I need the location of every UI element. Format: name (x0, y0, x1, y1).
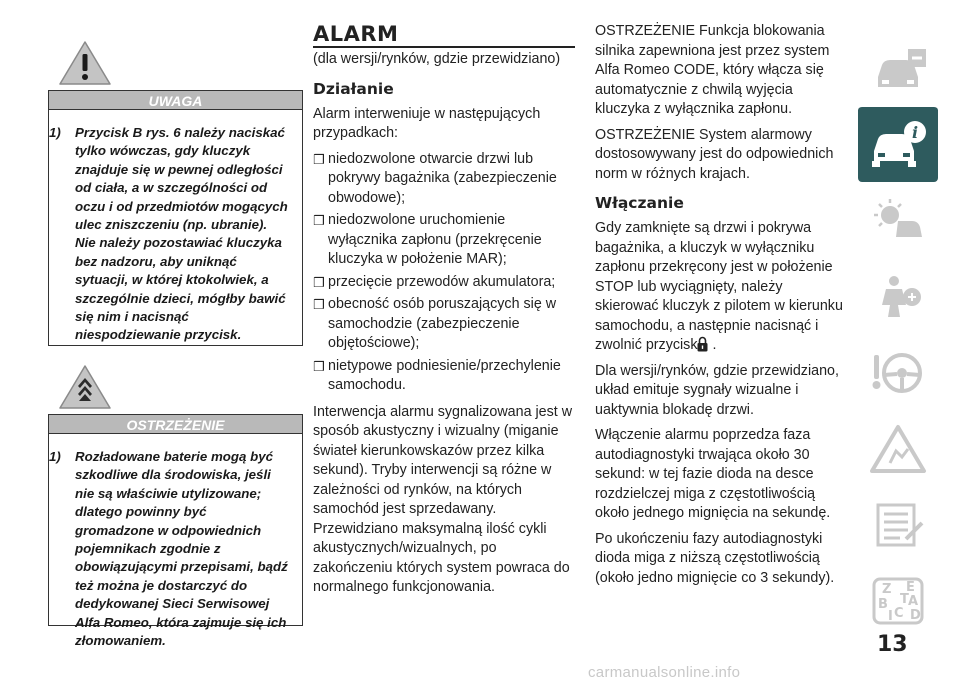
list-item: ❒ niedozwolone otwarcie drzwi lub pokrywy bagażnika (zabezpieczenie obwodowe); (313, 150, 575, 209)
tab-dashboard[interactable] (858, 30, 938, 106)
diagnostics-paragraph: Włączenie alarmu poprzedza faza autodiagnostyki trwająca około 30 sekund: w tej fazie dioda na desce rozdzielczej miga z częstotliwością około jednego mignięcia na sekundę. (595, 427, 831, 521)
list-item: ❒ obecność osób poruszających się w samochodzie (zabezpieczenie objętościowe); (313, 295, 575, 354)
main-column (313, 22, 575, 604)
after-diagnostics-paragraph: Po ukończeniu fazy autodiagnostyki dioda miga z niższą częstotliwością (około jedno mignięcie co 3 sekundy). (595, 530, 835, 586)
warning-triangle-icon (58, 40, 112, 86)
watermark: carmanualsonline.info (588, 664, 741, 681)
tab-index[interactable] (858, 562, 938, 638)
maintenance-checklist-icon (868, 499, 928, 551)
tab-warning-lights[interactable] (858, 182, 938, 258)
checkbox-bullet-icon: ❒ (313, 297, 325, 312)
caution-box-title: OSTRZEŻENIE (49, 414, 302, 434)
tab-maintenance[interactable] (858, 486, 938, 562)
svg-text:I: I (888, 608, 893, 624)
caution-triangle-icon (58, 364, 112, 410)
list-item: ❒ nietypowe podniesienie/przechylenie samochodu. (313, 357, 575, 396)
signal-paragraph: Interwencja alarmu sygnalizowana jest w sposób akustyczny i wizualny (miganie świateł kierunkowskazów przez kilka sekund). Tryby interwencji są różne w zależności od rynków, na których samochód jest sprzedawany. Przewidziano maksymalną ilość cykli akustycznych/wizualnych, po zakończeniu których system powraca do normalnego funkcjonowania. (313, 403, 573, 595)
norms-paragraph: OSTRZEŻENIE System alarmowy dostosowywany jest do odpowiednich norm w różnych krajach. (595, 126, 834, 182)
versions-paragraph: Dla wersji/rynków, gdzie przewidziano, układ emituje sygnały wizualne i uaktywnia blokadę drzwi. (595, 362, 839, 418)
lock-button-icon (697, 336, 708, 352)
tab-emergency[interactable] (858, 410, 938, 486)
svg-text:Z: Z (882, 581, 892, 597)
tab-car-info[interactable] (858, 106, 938, 182)
car-dashboard-icon (868, 43, 928, 95)
caution-box (48, 414, 303, 649)
intro-text: Alarm interweniuje w następujących przypadkach: (313, 105, 541, 141)
tab-safety[interactable] (858, 258, 938, 334)
enable-paragraph: Gdy zamknięte są drzwi i pokrywa bagażnika, a kluczyk w wyłączniku zapłonu przekręcony jest w położenie STOP lub wyciągnięty, należy skierować kluczyk z pilotem w kierunku samochodu, a następnie nacisnąć i zwolnić przycisk . (595, 220, 843, 353)
checkbox-bullet-icon: ❒ (313, 274, 325, 290)
checkbox-bullet-icon: ❒ (313, 358, 325, 374)
index-letters-icon (868, 575, 928, 627)
steering-wheel-icon (868, 347, 928, 399)
section-heading-dzialanie: Działanie (313, 79, 394, 98)
svg-text:i: i (911, 122, 919, 142)
immobilizer-paragraph: OSTRZEŻENIE Funkcja blokowania silnika zapewniona jest przez system Alfa Romeo CODE, który włącza się automatycznie z chwilą wyjęcia kluczyka z wyłącznika zapłonu. (595, 23, 830, 117)
subtitle: (dla wersji/rynków, gdzie przewidziano) (313, 51, 561, 67)
warning-item: 1) Przycisk B rys. 6 należy naciskać tylko wówczas, gdy kluczyk znajduje się w pewnej odległości od ciała, a w szczególności od oczu i od przedmiotów mogących ulec zniszczeniu (np. ubranie). Nie należy pozostawiać kluczyka bez nadzoru, aby uniknąć sytuacji, w której ktokolwiek, a szczególnie dzieci, mógłby bawić się nim i nacisnąć niespodziewanie przycisk. (49, 125, 288, 343)
svg-text:C: C (894, 605, 904, 621)
caution-item: 1) Rozładowane baterie mogą być szkodliwe dla środowiska, jeśli nie są właściwie utylizowane; dlatego powinny być gromadzone w odpowiednich pojemnikach zgodnie z obowiązującymi przepisami, bądź też można je dostarczyć do dedykowanej Sieci Serwisowej Alfa Romeo, która zajmuje się ich złomowaniem. (49, 449, 288, 649)
page-title: ALARM (313, 22, 399, 46)
airbag-person-icon (868, 271, 928, 323)
right-column (595, 22, 845, 594)
car-info-icon (868, 119, 928, 171)
list-item: ❒ przecięcie przewodów akumulatora; (313, 273, 575, 293)
svg-text:T: T (900, 591, 909, 607)
title-rule (313, 46, 575, 48)
page-number: 13 (877, 632, 908, 657)
svg-text:B: B (878, 596, 888, 612)
svg-text:E: E (906, 579, 915, 595)
svg-text:D: D (910, 607, 921, 623)
checkbox-bullet-icon: ❒ (313, 213, 325, 228)
warning-lights-icon (868, 195, 928, 247)
warning-box (48, 90, 303, 346)
chapter-tabs (858, 30, 938, 638)
warning-box-title: UWAGA (49, 90, 302, 110)
svg-text:A: A (908, 593, 919, 609)
list-item: ❒ niedozwolone uruchomienie wyłącznika zapłonu (przekręcenie kluczyka w położenie MAR); (313, 211, 575, 270)
tab-driving[interactable] (858, 334, 938, 410)
checkbox-bullet-icon: ❒ (313, 151, 325, 167)
section-heading-wlaczanie: Włączanie (595, 194, 684, 212)
warning-triangle-icon (868, 423, 928, 475)
